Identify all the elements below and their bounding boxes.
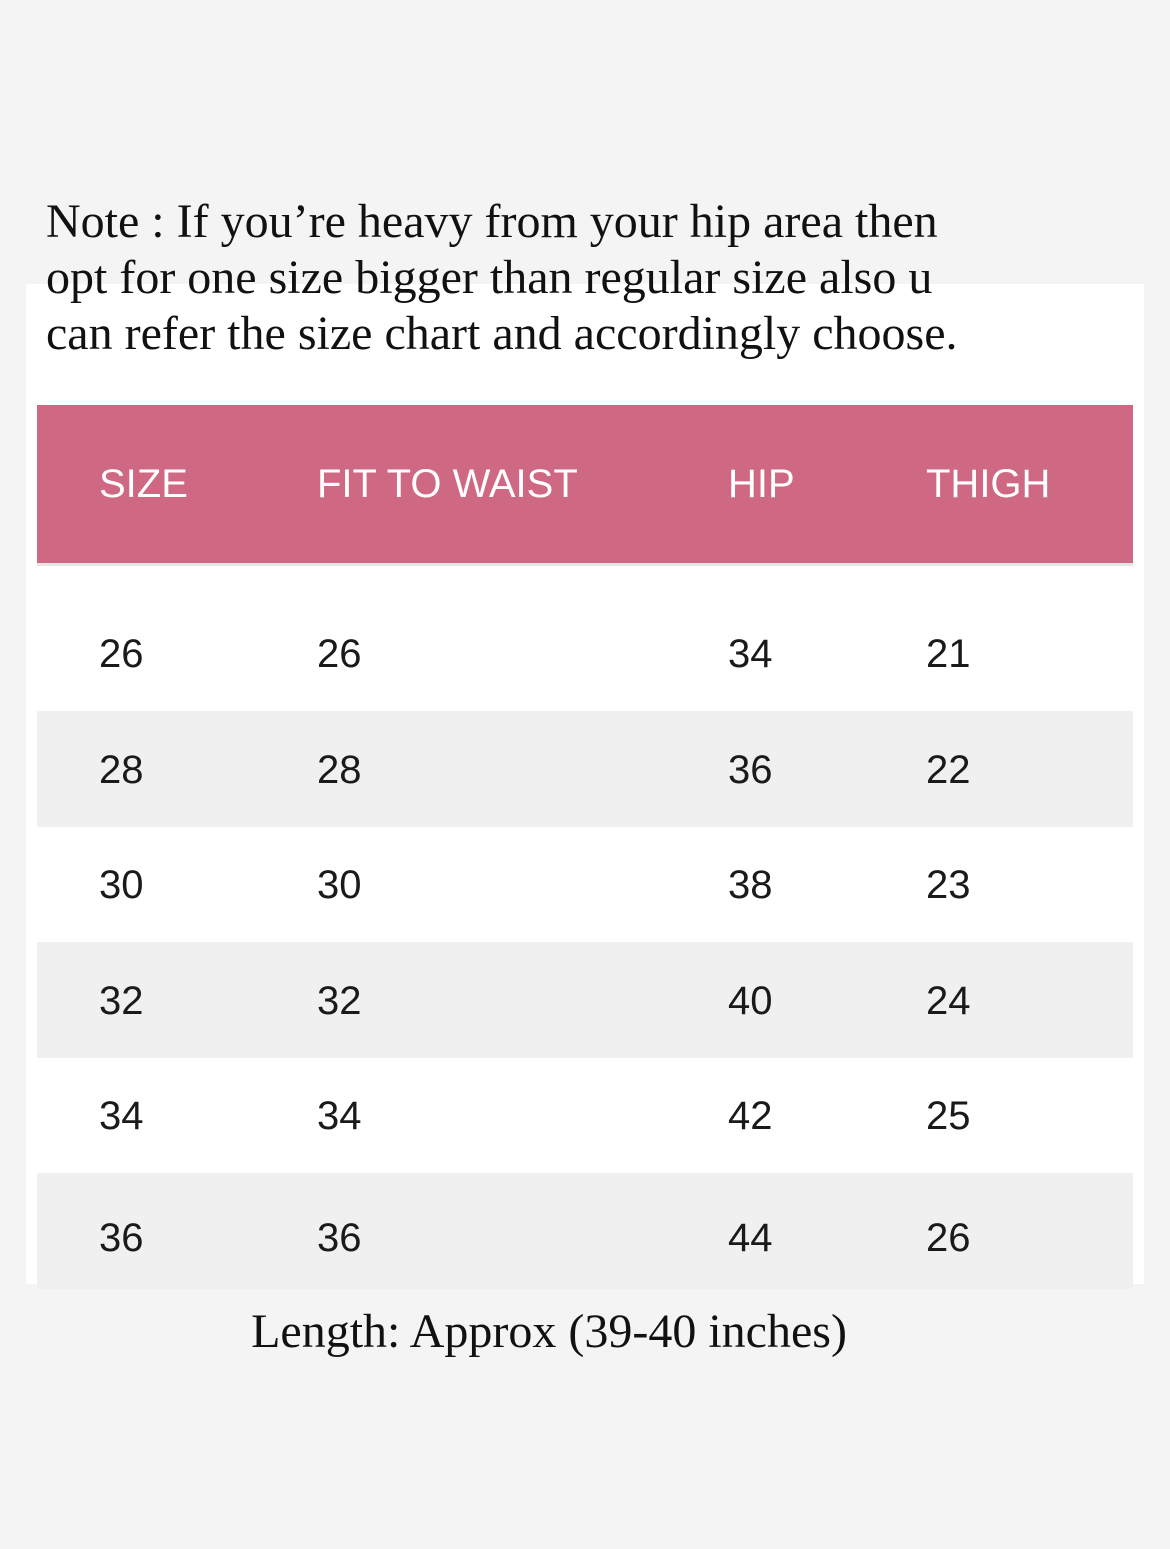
note-line: Note : If you’re heavy from your hip area then [46,195,938,248]
table-row [37,827,1133,943]
cell-fit-to-waist: 36 [317,1215,362,1260]
cell-hip: 42 [728,1094,773,1138]
cell-size: 34 [99,1094,144,1138]
cell-hip: 36 [728,747,773,792]
cell-thigh: 23 [926,863,971,907]
note-line: opt for one size bigger than regular size also u [46,251,933,304]
cell-fit-to-waist: 28 [317,747,362,792]
note-line: can refer the size chart and accordingly choose. [46,307,958,360]
cell-thigh: 21 [926,632,971,676]
cell-hip: 44 [728,1215,773,1260]
table-row [37,711,1133,827]
cell-hip: 38 [728,863,773,907]
cell-hip: 40 [728,978,773,1023]
table-row [37,566,1133,711]
cell-size: 28 [99,747,144,792]
table-row [37,1058,1133,1174]
table-row [37,1173,1133,1289]
size-chart-table [37,405,1133,1289]
cell-thigh: 25 [926,1094,971,1138]
cell-fit-to-waist: 30 [317,863,362,907]
header-thigh: THIGH [926,462,1051,506]
table-header-row [37,405,1133,566]
cell-size: 36 [99,1215,144,1260]
cell-size: 26 [99,632,144,676]
cell-fit-to-waist: 26 [317,632,362,676]
length-note: Length: Approx (39-40 inches) [251,1305,847,1358]
cell-fit-to-waist: 32 [317,978,362,1023]
cell-hip: 34 [728,632,773,676]
table-row [37,942,1133,1058]
cell-fit-to-waist: 34 [317,1094,362,1138]
size-note [46,194,1126,362]
cell-thigh: 22 [926,747,971,792]
cell-thigh: 26 [926,1215,971,1260]
header-fit-to-waist: FIT TO WAIST [317,462,578,506]
cell-thigh: 24 [926,978,971,1023]
cell-size: 30 [99,863,144,907]
header-size: SIZE [99,462,188,506]
cell-size: 32 [99,978,144,1023]
header-hip: HIP [728,462,795,506]
